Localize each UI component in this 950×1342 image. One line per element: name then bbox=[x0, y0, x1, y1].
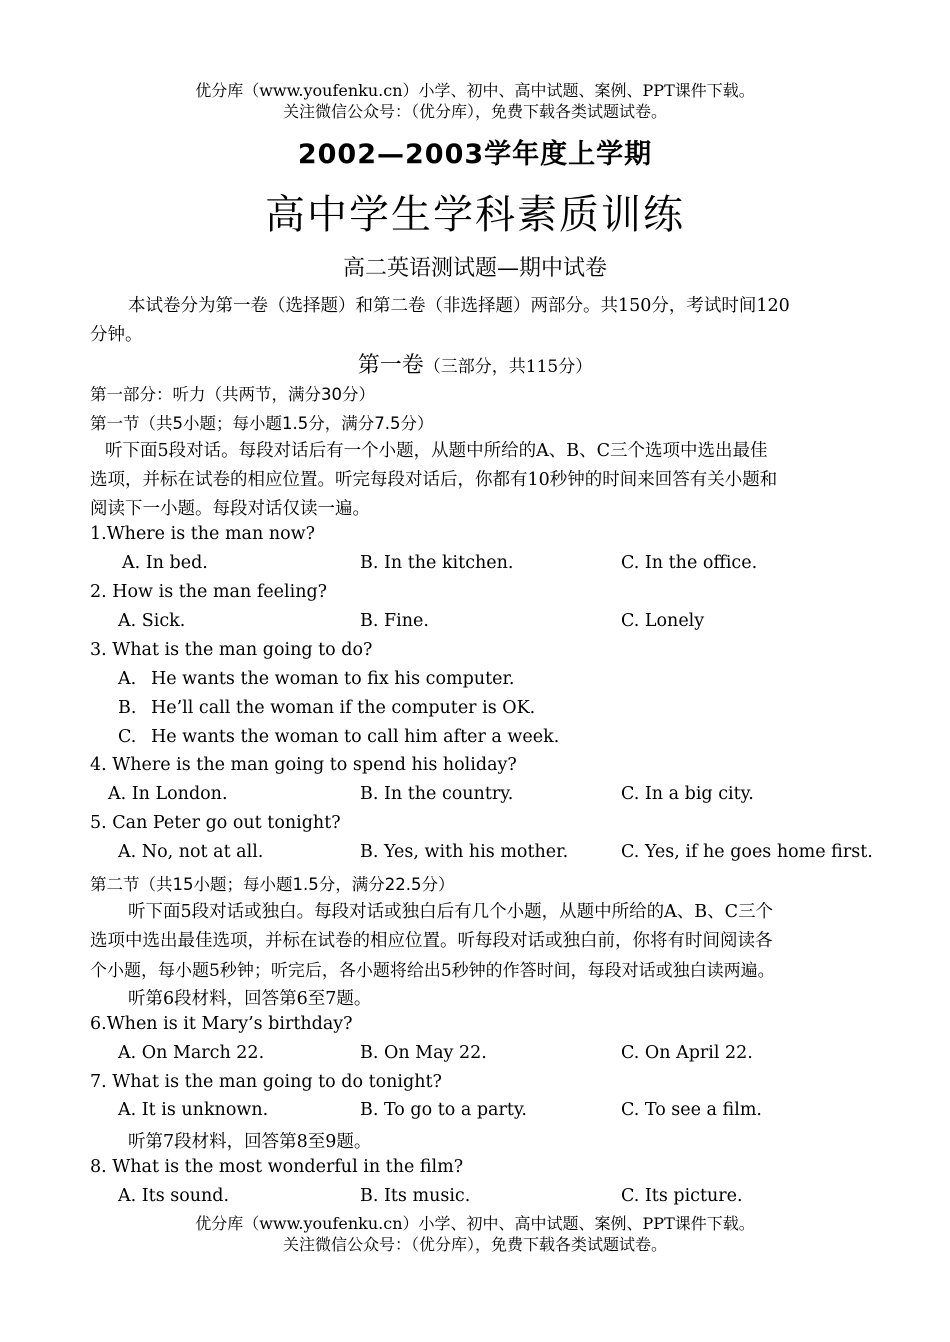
intro-line-2: 分钟。 bbox=[90, 325, 143, 345]
question-2-option-a: A. Sick. bbox=[118, 611, 186, 631]
section1-instruction-3: 阅读下一小题。每段对话仅读一遍。 bbox=[90, 499, 370, 519]
question-6-stem: 6.When is it Mary’s birthday? bbox=[90, 1014, 353, 1034]
question-1-stem: 1.Where is the man now? bbox=[90, 524, 315, 544]
header-line-1: 优分库（www.youfenku.cn）小学、初中、高中试题、案例、PPT课件下载。 bbox=[195, 81, 755, 100]
question-7-option-a: A. It is unknown. bbox=[118, 1100, 269, 1120]
header-line-2: 关注微信公众号：（优分库），免费下载各类试题试卷。 bbox=[282, 102, 667, 121]
question-3-option-b: He’ll call the woman if the computer is OK. bbox=[151, 698, 536, 718]
footer-line-1: 优分库（www.youfenku.cn）小学、初中、高中试题、案例、PPT课件下载。 bbox=[195, 1214, 755, 1233]
question-7-option-b: B. To go to a party. bbox=[360, 1100, 527, 1120]
question-8-option-a: A. Its sound. bbox=[118, 1186, 230, 1206]
title-year: 2002—2003学年度上学期 bbox=[297, 139, 653, 170]
question-3-option-b-label: B. bbox=[118, 698, 137, 718]
title-sub: 高二英语测试题—期中试卷 bbox=[342, 256, 607, 281]
section1-heading: 第一节（共5小题；每小题1.5分，满分7.5分） bbox=[90, 414, 434, 433]
section2-material-6: 听第6段材料，回答第6至7题。 bbox=[128, 989, 372, 1009]
question-3-option-c: He wants the woman to call him after a week. bbox=[151, 727, 560, 747]
part1-heading: 第一部分：听力（共两节，满分30分） bbox=[90, 385, 375, 404]
section2-heading: 第二节（共15小题；每小题1.5分，满分22.5分） bbox=[90, 875, 455, 894]
question-3-option-c-label: C. bbox=[118, 727, 137, 747]
question-4-option-a: A. In London. bbox=[108, 784, 228, 804]
title-main: 高中学生学科素质训练 bbox=[265, 192, 685, 238]
question-2-stem: 2. How is the man feeling? bbox=[90, 582, 328, 602]
question-3-option-a-label: A. bbox=[118, 669, 137, 689]
question-8-option-b: B. Its music. bbox=[360, 1186, 471, 1206]
question-3-stem: 3. What is the man going to do? bbox=[90, 640, 373, 660]
question-4-option-b: B. In the country. bbox=[360, 784, 514, 804]
question-1-option-c: C. In the office. bbox=[621, 553, 758, 573]
question-3-option-a: He wants the woman to fix his computer. bbox=[151, 669, 515, 689]
question-5-stem: 5. Can Peter go out tonight? bbox=[90, 813, 341, 833]
question-7-stem: 7. What is the man going to do tonight? bbox=[90, 1072, 442, 1092]
question-1-option-b: B. In the kitchen. bbox=[360, 553, 514, 573]
footer-line-2: 关注微信公众号：（优分库），免费下载各类试题试卷。 bbox=[282, 1235, 667, 1254]
section2-instruction-1: 听下面5段对话或独白。每段对话或独白后有几个小题，从题中所给的A、B、C三个 bbox=[128, 902, 774, 922]
section2-material-7: 听第7段材料，回答第8至9题。 bbox=[128, 1132, 372, 1152]
question-8-option-c: C. Its picture. bbox=[621, 1186, 743, 1206]
question-7-option-c: C. To see a film. bbox=[621, 1100, 762, 1120]
question-5-option-b: B. Yes, with his mother. bbox=[360, 842, 569, 862]
section2-instruction-3: 个小题，每小题5秒钟；听完后，各小题将给出5秒钟的作答时间，每段对话或独白读两遍。 bbox=[90, 961, 775, 981]
intro-line-1: 本试卷分为第一卷（选择题）和第二卷（非选择题）两部分。共150分，考试时间120 bbox=[128, 296, 790, 316]
question-5-option-a: A. No, not at all. bbox=[118, 842, 264, 862]
question-5-option-c: C. Yes, if he goes home first. bbox=[621, 842, 873, 862]
volume-name: 第一卷 bbox=[357, 353, 424, 378]
question-6-option-b: B. On May 22. bbox=[360, 1043, 487, 1063]
question-2-option-c: C. Lonely bbox=[621, 611, 705, 631]
question-2-option-b: B. Fine. bbox=[360, 611, 429, 631]
question-4-option-c: C. In a big city. bbox=[621, 784, 754, 804]
question-6-option-c: C. On April 22. bbox=[621, 1043, 753, 1063]
question-1-option-a: A. In bed. bbox=[122, 553, 208, 573]
volume-title bbox=[0, 348, 950, 379]
section1-instruction-1: 听下面5段对话。每段对话后有一个小题，从题中所给的A、B、C三个选项中选出最佳 bbox=[105, 441, 768, 461]
volume-note: （三部分，共115分） bbox=[423, 357, 593, 377]
question-4-stem: 4. Where is the man going to spend his holiday? bbox=[90, 755, 517, 775]
question-8-stem: 8. What is the most wonderful in the film? bbox=[90, 1157, 464, 1177]
question-6-option-a: A. On March 22. bbox=[118, 1043, 265, 1063]
section2-instruction-2: 选项中选出最佳选项，并标在试卷的相应位置。听每段对话或独白前，你将有时间阅读各 bbox=[90, 931, 773, 951]
section1-instruction-2: 选项，并标在试卷的相应位置。听完每段对话后，你都有10秒钟的时间来回答有关小题和 bbox=[90, 470, 778, 490]
